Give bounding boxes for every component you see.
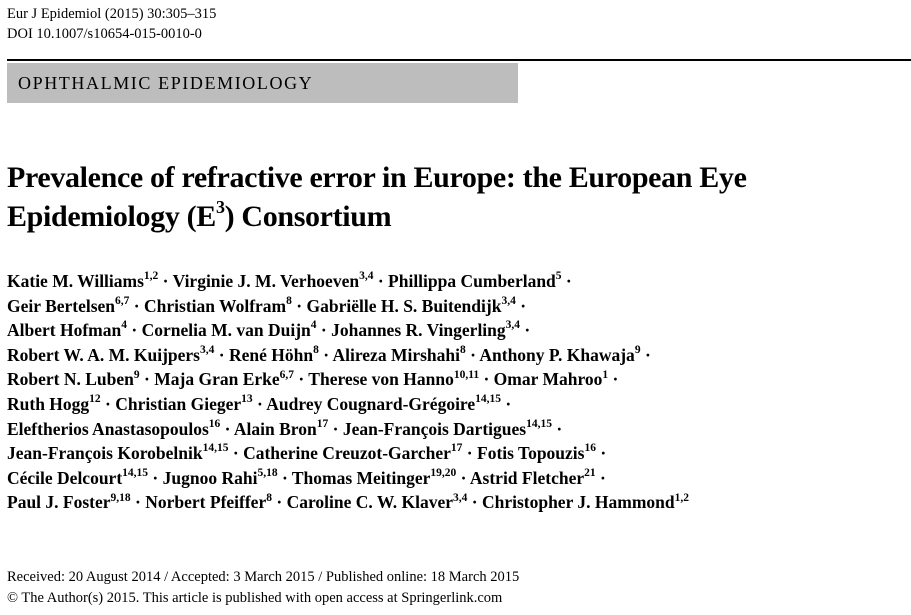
author-name: Omar Mahroo <box>493 369 603 390</box>
author-name: Phillippa Cumberland <box>388 271 556 291</box>
author-separator: · <box>152 467 159 488</box>
author-separator: · <box>520 295 527 316</box>
author-separator: · <box>612 369 619 390</box>
author-name: Ruth Hogg <box>7 393 90 414</box>
header-rule <box>7 59 911 61</box>
author-name: Cécile Delcourt <box>7 467 123 488</box>
author-name: Christian Gieger <box>115 393 242 414</box>
author <box>234 419 328 439</box>
author-separator: · <box>320 320 327 341</box>
author-affiliation: 9 <box>634 343 641 356</box>
author-name: Fotis Topouzis <box>477 443 585 464</box>
author <box>479 345 640 365</box>
author-separator: · <box>471 492 478 513</box>
author <box>292 468 456 488</box>
author <box>142 320 317 340</box>
author-line <box>7 441 911 466</box>
author-separator: · <box>377 271 384 291</box>
author-line <box>7 490 911 515</box>
author-affiliation: 8 <box>266 491 272 504</box>
author-affiliation: 1 <box>602 368 609 381</box>
author-affiliation: 4 <box>310 319 317 332</box>
author-separator: · <box>133 295 140 316</box>
author <box>494 369 608 389</box>
author <box>7 369 140 389</box>
author-line <box>7 417 911 442</box>
author-separator: · <box>460 467 467 488</box>
author-line <box>7 466 911 491</box>
author-affiliation: 10,11 <box>453 368 480 381</box>
author-affiliation: 16 <box>208 417 221 430</box>
author-line <box>7 392 911 417</box>
journal-doi: DOI 10.1007/s10654-015-0010-0 <box>7 26 202 42</box>
author-name: Gabriëlle H. S. Buitendijk <box>306 295 502 316</box>
author-separator: · <box>524 320 531 341</box>
author <box>7 320 127 340</box>
author-name: Christian Wolfram <box>144 295 287 316</box>
author-affiliation: 5,18 <box>257 466 278 479</box>
author-name: Alain Bron <box>233 418 317 439</box>
author-affiliation: 3,4 <box>359 270 374 283</box>
article-title <box>7 158 911 236</box>
author-affiliation: 1,2 <box>143 270 159 283</box>
title-line-2-end: ) Consortium <box>224 200 392 233</box>
author-line <box>7 343 911 368</box>
author-separator: · <box>135 492 141 513</box>
author <box>287 492 468 512</box>
author <box>7 492 131 512</box>
author <box>477 443 596 463</box>
section-label: OPHTHALMIC EPIDEMIOLOGY <box>18 73 314 93</box>
author-name: Jean-François Korobelnik <box>7 443 203 464</box>
author <box>173 271 374 291</box>
author-separator: · <box>105 393 111 414</box>
author-line <box>7 367 911 392</box>
author-name: Christopher J. Hammond <box>481 492 675 513</box>
author-separator: · <box>296 295 303 316</box>
author <box>306 296 515 316</box>
author-affiliation: 1,2 <box>674 491 690 504</box>
section-bar <box>7 63 518 103</box>
journal-citation: Eur J Epidemiol (2015) 30:305–315 <box>7 6 217 22</box>
author-list <box>7 269 911 515</box>
author-name: René Höhn <box>228 344 314 365</box>
author-affiliation: 17 <box>450 442 463 455</box>
author <box>332 345 465 365</box>
author-name: Thomas Meitinger <box>291 467 431 488</box>
copyright-notice: © The Author(s) 2015. This article is published with open access at Springerlink.com <box>7 590 503 606</box>
author-line <box>7 294 911 319</box>
author-affiliation: 3,4 <box>501 294 516 307</box>
author <box>308 369 479 389</box>
author-affiliation: 12 <box>89 393 101 406</box>
author <box>7 443 228 463</box>
author-separator: · <box>644 344 651 365</box>
author-name: Therese von Hanno <box>308 369 454 390</box>
author-affiliation: 14,15 <box>202 442 229 455</box>
author-affiliation: 14,15 <box>475 393 502 406</box>
author-name: Johannes R. Vingerling <box>331 320 506 341</box>
author-affiliation: 6,7 <box>115 294 130 307</box>
author <box>145 492 272 512</box>
author <box>482 492 689 512</box>
author-separator: · <box>556 418 563 439</box>
author <box>7 468 148 488</box>
author-separator: · <box>276 492 283 513</box>
author-affiliation: 19,20 <box>430 466 457 479</box>
author <box>7 296 129 316</box>
title-line-2-start: Epidemiology (E <box>7 200 216 233</box>
author <box>7 271 158 291</box>
author-name: Audrey Cougnard-Grégoire <box>266 393 476 414</box>
author-name: Jugnoo Rahi <box>162 467 258 488</box>
author <box>388 271 562 291</box>
title-line-1: Prevalence of refractive error in Europe: the European Eye <box>7 161 747 194</box>
author <box>154 369 294 389</box>
author <box>115 394 252 414</box>
author-affiliation: 6,7 <box>279 368 295 381</box>
author-separator: · <box>466 443 473 464</box>
author-affiliation: 3,4 <box>452 491 468 504</box>
author-name: Catherine Creuzot-Garcher <box>243 443 451 464</box>
author-name: Anthony P. Khawaja <box>479 344 635 365</box>
author-separator: · <box>224 418 231 439</box>
author <box>331 320 520 340</box>
author-affiliation: 3,4 <box>200 343 215 356</box>
author-line <box>7 318 911 343</box>
journal-meta <box>7 4 216 44</box>
author <box>470 468 596 488</box>
author-name: Robert W. A. M. Kuijpers <box>7 344 200 365</box>
author-line <box>7 269 911 294</box>
author-separator: · <box>599 467 606 488</box>
publication-dates <box>7 567 519 609</box>
author-separator: · <box>470 344 476 365</box>
title-superscript: 3 <box>215 197 225 217</box>
author-affiliation: 8 <box>459 343 466 356</box>
author-name: Alireza Mirshahi <box>332 344 460 365</box>
author <box>163 468 278 488</box>
author-name: Eleftherios Anastasopoulos <box>7 418 209 439</box>
author-affiliation: 8 <box>313 343 319 356</box>
author-name: Jean-François Dartigues <box>342 418 527 439</box>
author-affiliation: 4 <box>121 319 127 332</box>
author-separator: · <box>600 443 607 464</box>
author-separator: · <box>232 443 239 464</box>
author-name: Robert N. Luben <box>7 369 134 390</box>
author-affiliation: 5 <box>555 270 562 283</box>
author-separator: · <box>144 369 150 390</box>
author-separator: · <box>505 393 512 414</box>
author-name: Katie M. Williams <box>7 271 144 291</box>
author-name: Caroline C. W. Klaver <box>286 492 453 513</box>
author <box>7 394 101 414</box>
author-affiliation: 9,18 <box>110 491 131 504</box>
author-separator: · <box>298 369 305 390</box>
author-separator: · <box>332 418 339 439</box>
author <box>243 443 462 463</box>
author-affiliation: 17 <box>316 417 329 430</box>
author-separator: · <box>218 344 225 365</box>
author-name: Virginie J. M. Verhoeven <box>172 271 360 291</box>
author-name: Albert Hofman <box>7 320 122 341</box>
author <box>7 419 220 439</box>
author <box>7 345 214 365</box>
author-separator: · <box>323 344 330 365</box>
author-name: Cornelia M. van Duijn <box>141 320 311 341</box>
author-affiliation: 8 <box>286 294 292 307</box>
author-separator: · <box>131 320 138 341</box>
author-affiliation: 21 <box>584 466 596 479</box>
author-affiliation: 13 <box>241 393 253 406</box>
author-name: Maja Gran Erke <box>154 369 280 390</box>
author-separator: · <box>281 467 288 488</box>
author <box>144 296 292 316</box>
author <box>343 419 552 439</box>
author-affiliation: 16 <box>584 442 596 455</box>
author-affiliation: 14,15 <box>526 417 552 430</box>
author-separator: · <box>483 369 490 390</box>
author-separator: · <box>162 271 169 291</box>
author-affiliation: 9 <box>133 368 140 381</box>
author <box>229 345 319 365</box>
author-name: Astrid Fletcher <box>469 467 585 488</box>
author-separator: · <box>257 393 263 414</box>
author-affiliation: 14,15 <box>122 466 149 479</box>
author-affiliation: 3,4 <box>505 319 521 332</box>
author <box>266 394 501 414</box>
author-name: Paul J. Foster <box>7 492 111 513</box>
author-name: Geir Bertelsen <box>7 295 116 316</box>
author-separator: · <box>565 271 572 291</box>
publication-history: Received: 20 August 2014 / Accepted: 3 March 2015 / Published online: 18 March 2015 <box>7 569 520 585</box>
author-name: Norbert Pfeiffer <box>145 492 267 513</box>
